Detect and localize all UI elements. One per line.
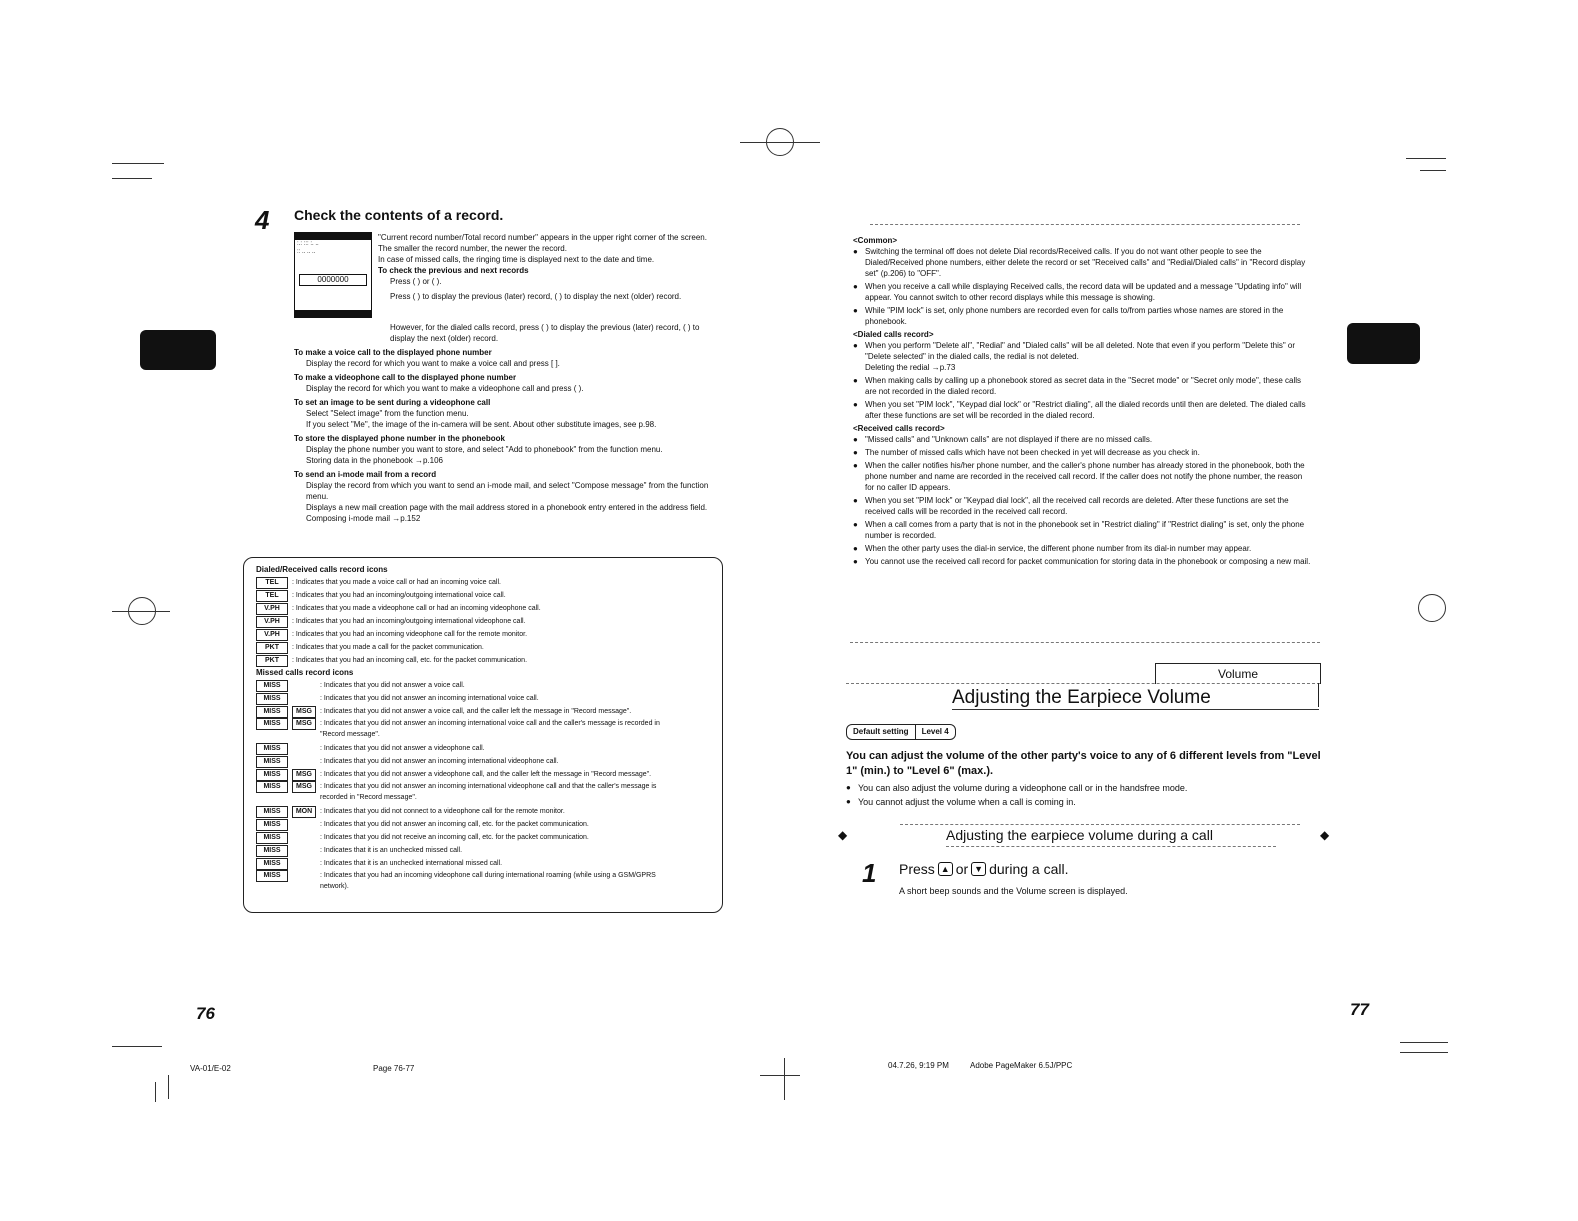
default-setting-value: Level 4 bbox=[921, 727, 949, 736]
message-icon: MSG bbox=[292, 706, 316, 718]
remote-monitor-icon: V.PH bbox=[256, 629, 288, 641]
icon-row: MISS : Indicates that it is an unchecked international missed call. bbox=[256, 857, 712, 870]
note-item: ● When you set "PIM lock", "Keypad dial lock" or "Restrict dialing", all the dialed records until then are deleted. The dialed calls after these functions are set will be recorded in the dialed record. bbox=[853, 399, 1313, 421]
instruction-send-mail: To send an i-mode mail from a record Display the record from which you want to send an i-mode mail, and select "Compose message" from the function menu. Displays a new mail creation page with the mail address stored in a phonebook entry entered in the address field. Composing i-mode mail →p.152 bbox=[294, 470, 709, 523]
missed-videophone-icon: MISS bbox=[256, 743, 288, 755]
volume-up-key-icon: ▲ bbox=[938, 862, 953, 876]
note-item: ● You can also adjust the volume during a videophone call or in the handsfree mode. bbox=[846, 781, 1326, 795]
missed-videophone-icon: MISS bbox=[256, 756, 288, 768]
icon-row: MISS : Indicates that you did not answer a videophone call. bbox=[256, 742, 712, 755]
international-voice-call-icon: TEL bbox=[256, 590, 288, 602]
icon-row: MISS : Indicates that you did not answer an incoming international videophone call. bbox=[256, 755, 712, 768]
registration-mark bbox=[1418, 594, 1446, 622]
crop-mark bbox=[155, 1082, 156, 1102]
footer-page-range: Page 76-77 bbox=[373, 1064, 415, 1073]
icon-row: MISS : Indicates that you did not answer a voice call. bbox=[256, 679, 712, 692]
icon-row: PKT : Indicates that you had an incoming call, etc. for the packet communication. bbox=[256, 654, 712, 667]
box-title: Dialed/Received calls record icons bbox=[256, 565, 388, 574]
icon-row: TEL : Indicates that you had an incoming/outgoing international voice call. bbox=[256, 589, 712, 602]
notes-divider bbox=[850, 642, 1320, 643]
icon-row: V.PH : Indicates that you had an incoming videophone call for the remote monitor. bbox=[256, 628, 712, 641]
missed-international-icon: MISS bbox=[256, 718, 288, 730]
registration-mark bbox=[740, 142, 820, 143]
notes-column bbox=[853, 235, 1313, 567]
crop-mark bbox=[1406, 158, 1446, 159]
crop-mark bbox=[112, 178, 152, 179]
icon-row: MISS : Indicates that you had an incoming videophone call during international roaming (while using a GSM/GPRS network). bbox=[256, 870, 712, 894]
side-index-tab bbox=[140, 330, 216, 370]
received-title: <Received calls record> bbox=[853, 424, 945, 433]
icon-row: MISS MSG : Indicates that you did not answer an incoming international videophone call and that the caller's message is recorded in "Record message". bbox=[256, 781, 712, 805]
videophone-call-icon: V.PH bbox=[256, 603, 288, 615]
side-index-tab bbox=[1347, 323, 1420, 364]
step-note: A short beep sounds and the Volume screen is displayed. bbox=[899, 886, 1128, 896]
footer-app: Adobe PageMaker 6.5J/PPC bbox=[970, 1061, 1073, 1070]
note-item: ● When you receive a call while displaying Received calls, the record data will be updated and a message "Updating info" will appear. You cannot switch to other record displays while this message is showing. bbox=[853, 281, 1313, 303]
missed-voice-icon: MISS bbox=[256, 680, 288, 692]
instruction-voice-call: To make a voice call to the displayed phone number Display the record for which you want to make a voice call and press [ ]. bbox=[294, 348, 560, 368]
missed-voice-icon: MISS bbox=[256, 706, 288, 718]
icon-row: MISS : Indicates that it is an unchecked missed call. bbox=[256, 844, 712, 857]
section-underline bbox=[952, 709, 1319, 710]
note-item: ● When the other party uses the dial-in service, the different phone number from its dial-in number may appear. bbox=[853, 543, 1313, 554]
note-item: ● Switching the terminal off does not delete Dial records/Received calls. If you do not want other people to see the Dialed/Received phone numbers, either delete the record or set "Received calls" and "Redial/Dialed calls" in "Record display set" (p.206) to "OFF". bbox=[853, 246, 1313, 279]
crop-mark bbox=[1400, 1052, 1448, 1053]
instruction-store-phonebook: To store the displayed phone number in the phonebook Display the phone number you want to store, and select "Add to phonebook" from the function menu. Storing data in the phonebook →p.106 bbox=[294, 434, 663, 465]
note-item: ● When you set "PIM lock" or "Keypad dial lock", all the received call records are deleted. After these functions are set the received calls will be recorded in the received call record. bbox=[853, 495, 1313, 517]
registration-mark bbox=[760, 1075, 800, 1076]
icon-row: MISS MSG : Indicates that you did not answer a videophone call, and the caller left the message in "Record message". bbox=[256, 768, 712, 781]
common-title: <Common> bbox=[853, 236, 898, 245]
page-number-left: 76 bbox=[196, 1004, 215, 1023]
subsection-title: Adjusting the earpiece volume during a call bbox=[946, 827, 1213, 843]
unchecked-international-icon: MISS bbox=[256, 858, 288, 870]
default-setting-label: Default setting bbox=[847, 725, 916, 739]
step-number: 4 bbox=[255, 205, 270, 235]
packet-outgoing-icon: PKT bbox=[256, 642, 288, 654]
step-instruction: Press ▲ or ▼ during a call. bbox=[899, 861, 1069, 877]
diamond-icon: ◆ bbox=[1320, 828, 1330, 842]
international-videophone-icon: V.PH bbox=[256, 616, 288, 628]
volume-down-key-icon: ▼ bbox=[971, 862, 986, 876]
note-item: ● "Missed calls" and "Unknown calls" are not displayed if there are no missed calls. bbox=[853, 434, 1313, 445]
section-tab: Volume bbox=[1155, 663, 1321, 684]
note-item: ● While "PIM lock" is set, only phone numbers are recorded even for calls to/from parties whose names are stored in the phonebook. bbox=[853, 305, 1313, 327]
missed-title: Missed calls record icons bbox=[256, 668, 354, 677]
message-icon: MSG bbox=[292, 781, 316, 793]
missed-international-icon: MISS bbox=[256, 693, 288, 705]
note-item: ● The number of missed calls which have not been checked in yet will decrease as you check in. bbox=[853, 447, 1313, 458]
message-icon: MSG bbox=[292, 718, 316, 730]
section-rule bbox=[846, 683, 1320, 684]
dialed-note: However, for the dialed calls record, press ( ) to display the previous (later) record, ( ) to display the next (older) record. bbox=[390, 323, 700, 343]
footer-date: 04.7.26, 9:19 PM bbox=[888, 1061, 949, 1070]
missed-packet-icon: MISS bbox=[256, 819, 288, 831]
icon-row: MISS MSG : Indicates that you did not answer an incoming international voice call and the caller's message is recorded in "Record message". bbox=[256, 718, 712, 742]
phone-screen-illustration: :.: ::: :. .. :: .. .. .. 0000000 bbox=[294, 232, 372, 318]
missed-videophone-icon: MISS bbox=[256, 769, 288, 781]
footer-file: VA-01/E-02 bbox=[190, 1064, 231, 1073]
note-item: ● When the caller notifies his/her phone number, and the caller's phone number has already stored in the phonebook, both the phone number and name are recorded in the received call record. If the caller does not notify the phone number, the reason for no caller ID appears. bbox=[853, 460, 1313, 493]
crop-mark bbox=[112, 1046, 162, 1047]
voice-call-icon: TEL bbox=[256, 577, 288, 589]
record-intro: "Current record number/Total record number" appears in the upper right corner of the screen. The smaller the record number, the newer the record. In case of missed calls, the ringing time is displayed next to the date and time. To check the previous and next records Press ( ) or ( ). Press ( ) to display the previous (later) record, ( ) to display the next (older) record. bbox=[378, 233, 707, 301]
message-icon: MSG bbox=[292, 769, 316, 781]
page-number-right: 77 bbox=[1350, 1000, 1369, 1019]
icon-row: V.PH : Indicates that you had an incoming/outgoing international videophone call. bbox=[256, 615, 712, 628]
dialed-title: <Dialed calls record> bbox=[853, 330, 934, 339]
icon-row: MISS : Indicates that you did not answer an incoming international voice call. bbox=[256, 692, 712, 705]
step-title: Check the contents of a record. bbox=[294, 207, 504, 223]
note-item: ● You cannot adjust the volume when a call is coming in. bbox=[846, 795, 1326, 809]
monitor-icon: MON bbox=[292, 806, 316, 818]
registration-mark bbox=[112, 611, 170, 612]
note-item: ● When you perform "Delete all", "Redial" and "Dialed calls" will be all deleted. Note that even if you perform "Delete this" or "Delete selected" in the dialed calls, the redial is not deleted. bbox=[853, 340, 1313, 362]
missed-packet-icon: MISS bbox=[256, 832, 288, 844]
instructions bbox=[294, 347, 722, 524]
instruction-set-image: To set an image to be sent during a videophone call Select "Select image" from the function menu. If you select "Me", the image of the in-camera will be sent. About other substitute images, see p.98. bbox=[294, 398, 657, 429]
icon-row: MISS MSG : Indicates that you did not answer a voice call, and the caller left the message in "Record message". bbox=[256, 705, 712, 718]
section-frame bbox=[1318, 683, 1319, 707]
registration-mark bbox=[784, 1058, 785, 1100]
icon-row: MISS : Indicates that you did not answer an incoming call, etc. for the packet communication. bbox=[256, 818, 712, 831]
crop-mark bbox=[112, 163, 164, 164]
volume-intro: You can adjust the volume of the other party's voice to any of 6 different levels from "Level 1" (min.) to "Level 6" (max.). bbox=[846, 750, 1321, 777]
missed-monitor-icon: MISS bbox=[256, 806, 288, 818]
note-reference: Deleting the redial →p.73 bbox=[865, 363, 956, 372]
volume-notes bbox=[846, 781, 1326, 809]
icon-row: MISS : Indicates that you did not receive an incoming call, etc. for the packet communication. bbox=[256, 831, 712, 844]
note-item: ● When making calls by calling up a phonebook stored as secret data in the "Secret mode" or "Secret only mode", these calls are not recorded in the dialed record. bbox=[853, 375, 1313, 397]
diamond-icon: ◆ bbox=[838, 828, 848, 842]
icon-row: MISS MON : Indicates that you did not connect to a videophone call for the remote monitor. bbox=[256, 805, 712, 818]
note-item: ● You cannot use the received call record for packet communication for storing data in the phonebook or composing a new mail. bbox=[853, 556, 1313, 567]
icon-row: V.PH : Indicates that you made a videophone call or had an incoming videophone call. bbox=[256, 602, 712, 615]
step-number: 1 bbox=[862, 858, 877, 888]
icon-row: TEL : Indicates that you made a voice call or had an incoming voice call. bbox=[256, 576, 712, 589]
crop-mark bbox=[1420, 170, 1446, 171]
missed-videophone-icon: MISS bbox=[256, 781, 288, 793]
instruction-videophone-call: To make a videophone call to the displayed phone number Display the record for which you want to make a videophone call and press ( ). bbox=[294, 373, 584, 393]
top-divider bbox=[870, 224, 1300, 225]
packet-incoming-icon: PKT bbox=[256, 655, 288, 667]
roaming-videophone-icon: MISS bbox=[256, 870, 288, 882]
record-icons-box bbox=[243, 557, 723, 913]
crop-mark bbox=[168, 1075, 169, 1099]
subsection-rule bbox=[946, 846, 1276, 847]
screen-phone-number: 0000000 bbox=[299, 274, 367, 286]
unchecked-missed-icon: MISS bbox=[256, 845, 288, 857]
crop-mark bbox=[1400, 1042, 1448, 1043]
note-item: ● When a call comes from a party that is not in the phonebook set in "Restrict dialing" if "Restrict dialing" is set, only the phone number is recorded. bbox=[853, 519, 1313, 541]
icon-row: PKT : Indicates that you made a call for the packet communication. bbox=[256, 641, 712, 654]
default-setting bbox=[846, 724, 956, 740]
section-title: Adjusting the Earpiece Volume bbox=[952, 687, 1211, 708]
